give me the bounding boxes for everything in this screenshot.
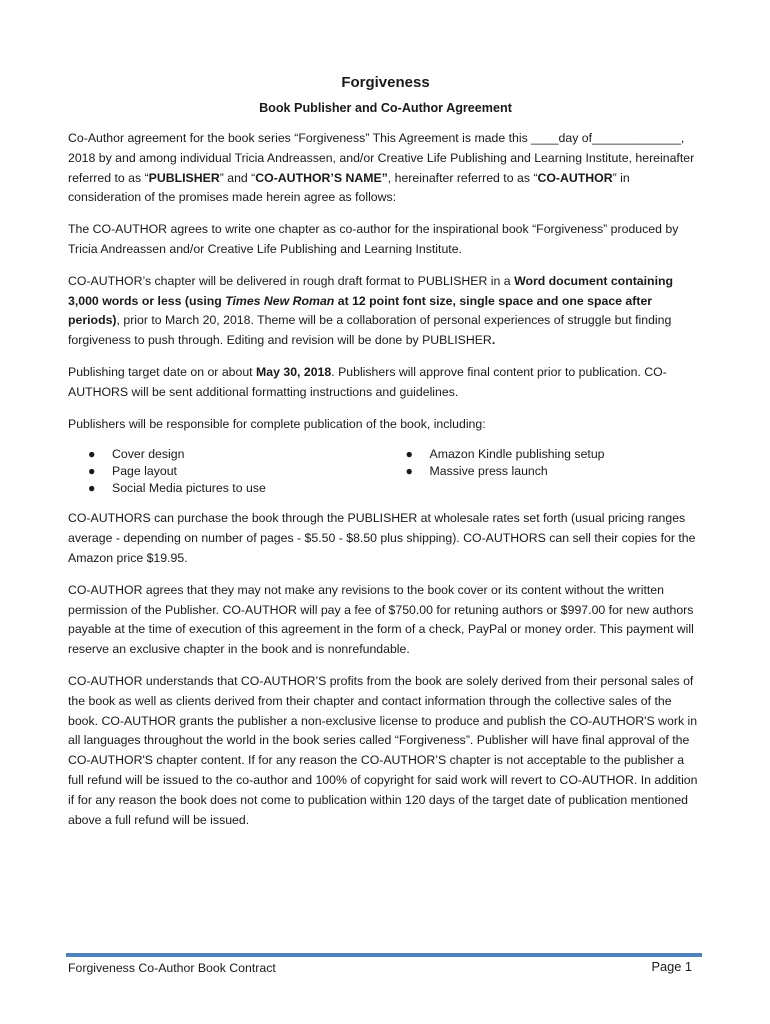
bullet-list-left	[68, 446, 386, 497]
coauthor-term: CO-AUTHOR	[537, 170, 613, 185]
paragraph-responsibilities: Publishers will be responsible for complete publication of the book, including:	[68, 416, 486, 431]
delivery-text: , prior to March 20, 2018. Theme will be a collaboration of personal experiences of struggle but finding forgiveness to push through. Editing and revision will be done by PUBLISHER	[68, 313, 672, 348]
font-name-bold-italic: Times New Roman	[225, 293, 335, 308]
footer-divider	[66, 953, 702, 957]
intro-text: ” in consideration of the promises made herein agree as follows:	[68, 170, 630, 205]
intro-text: ” and “	[219, 170, 256, 185]
paragraph-rights: CO-AUTHOR understands that CO-AUTHOR’S profits from the book are solely derived from their personal sales of the book as well as clients derived from their chapter and contact information through the collective sales of the book. CO-AUTHOR grants the publisher a non-exclusive license to produce and publish the CO-AUTHOR'S work in all languages throughout the world in the book series called “Forgiveness”. Publisher will have final approval of the CO-AUTHOR'S chapter content. If for any reason the CO-AUTHOR’S chapter is not acceptable to the publisher a full refund will be issued to the co-author and 100% of copyright for said work will revert to CO-AUTHOR. In addition if for any reason the book does not come to publication within 120 days of the target date of publication mentioned above a full refund will be issued.	[68, 673, 698, 827]
delivery-format-bold: at 12 point font size, single space and one space after periods)	[68, 293, 653, 328]
bullet-icon: ●	[88, 481, 96, 496]
bullet-icon: ●	[88, 464, 96, 479]
bullet-icon: ●	[88, 447, 96, 462]
page-number: Page 1	[651, 959, 692, 974]
target-date-bold: May 30, 2018	[256, 364, 332, 379]
bullet-list-right	[386, 446, 704, 497]
paragraph-chapter-agreement: The CO-AUTHOR agrees to write one chapter as co-author for the inspirational book “Forgiveness” produced by Tricia Andreassen and/or Creative Life Publishing and Learning Institute.	[68, 222, 679, 256]
footer-title: Forgiveness Co-Author Book Contract	[68, 961, 276, 975]
delivery-text: CO-AUTHOR’s chapter will be delivered in rough draft format to PUBLISHER in a	[68, 273, 515, 288]
list-item	[386, 463, 704, 480]
intro-text: Co-Author agreement for the book series “Forgiveness” This Agreement is made this ____day of_____________, 2018 by and among individual Tricia Andreassen, and/or Creative Life Publishing and Learning Institute, hereinafter referred to as “	[68, 131, 695, 185]
list-item-text: Cover design	[112, 447, 185, 462]
target-date-text: Publishing target date on or about	[68, 364, 257, 379]
paragraph-purchase: CO-AUTHORS can purchase the book through the PUBLISHER at wholesale rates set forth (usual pricing ranges average - depending on number of pages - $5.50 - $8.50 plus shipping). CO-AUTHORS can sell their copies for the Amazon price $19.95.	[68, 511, 696, 565]
target-date-text: . Publishers will approve final content prior to publication. CO-AUTHORS will be sent additional formatting instructions and guidelines.	[68, 364, 667, 399]
delivery-format-bold: Word document containing 3,000 words or less (using	[68, 273, 674, 308]
list-item	[68, 463, 386, 480]
list-item	[68, 446, 386, 463]
list-item	[68, 480, 386, 497]
delivery-period: .	[491, 333, 496, 348]
paragraph-intro	[68, 129, 703, 208]
intro-text: , hereinafter referred to as “	[387, 170, 538, 185]
paragraph-target-date	[68, 363, 703, 403]
list-item-text: Social Media pictures to use	[112, 481, 266, 496]
list-item-text: Amazon Kindle publishing setup	[429, 447, 605, 462]
bullet-icon: ●	[405, 464, 413, 479]
bullet-icon: ●	[405, 447, 413, 462]
paragraph-delivery	[68, 272, 703, 351]
paragraph-fees: CO-AUTHOR agrees that they may not make any revisions to the book cover or its content without the written permission of the Publisher. CO-AUTHOR will pay a fee of $750.00 for retuning authors or $997.00 for new authors payable at the time of execution of this agreement in the form of a check, PayPal or money order. This payment will reserve an exclusive chapter in the book and is nonrefundable.	[68, 582, 694, 657]
list-item	[386, 446, 704, 463]
document-body	[68, 73, 703, 842]
publisher-term: PUBLISHER	[148, 170, 220, 185]
coauthor-name-term: CO-AUTHOR’S NAME”	[255, 170, 388, 185]
responsibilities-lists	[68, 446, 703, 497]
list-item-text: Page layout	[112, 464, 177, 479]
document-title: Forgiveness	[341, 74, 430, 91]
document-subtitle: Book Publisher and Co-Author Agreement	[259, 101, 512, 115]
list-item-text: Massive press launch	[429, 464, 548, 479]
